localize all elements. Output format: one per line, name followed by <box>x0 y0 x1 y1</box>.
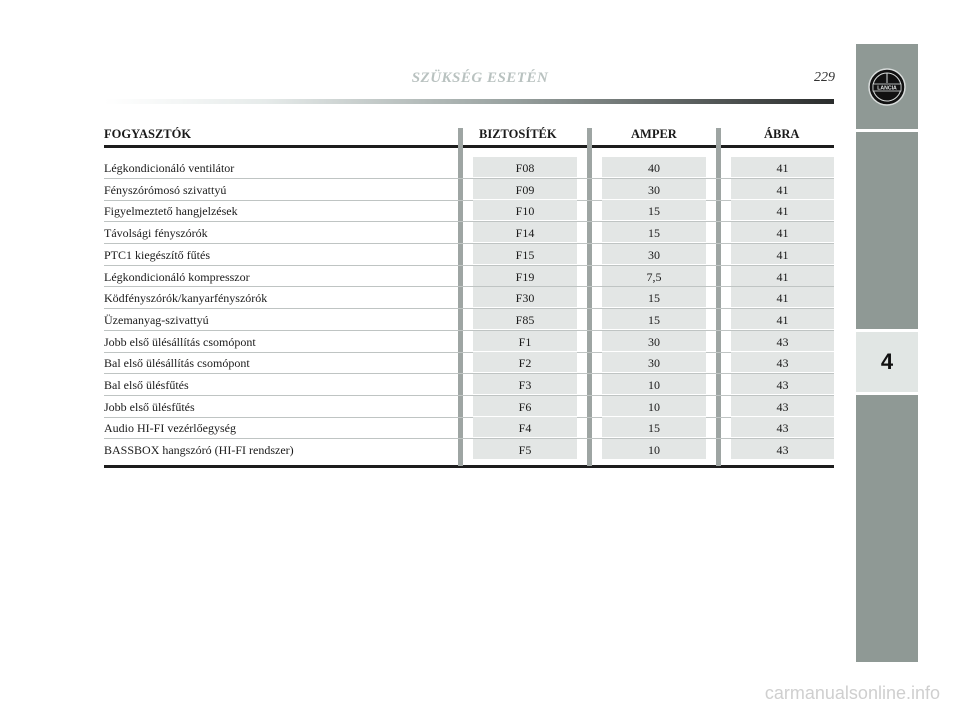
figure-cell: 41 <box>776 161 789 175</box>
figure-cell: 41 <box>776 204 789 219</box>
lancia-logo-icon <box>867 67 907 107</box>
fuse-cell: F3 <box>518 378 532 392</box>
consumer-cell: Légkondicionáló ventilátor <box>104 161 235 175</box>
consumer-cell: Ködfényszórók/kanyarfényszórók <box>104 291 268 306</box>
fuse-cell: F4 <box>518 421 532 436</box>
amper-cell: 10 <box>648 399 660 414</box>
amper-cell: 40 <box>648 161 660 175</box>
fuse-cell: F19 <box>515 269 535 284</box>
amper-cell: 30 <box>648 182 660 197</box>
consumer-cell: Figyelmeztető hangjelzések <box>104 204 238 219</box>
page-number: 229 <box>814 70 835 85</box>
logo-text: LANCIA <box>877 85 897 92</box>
amper-cell: 30 <box>648 334 660 349</box>
figure-cell: 43 <box>776 378 789 392</box>
figure-cell: 43 <box>776 443 789 458</box>
figure-cell: 43 <box>776 399 789 414</box>
figure-cell: 43 <box>776 356 789 371</box>
fuse-cell: F2 <box>518 356 532 371</box>
fuse-cell: F15 <box>515 247 535 262</box>
fuse-cell: F6 <box>518 399 532 414</box>
table-top-rule <box>104 145 834 148</box>
figure-cell: 43 <box>776 334 789 349</box>
figure-cell: 41 <box>776 182 789 197</box>
col-header-amper: AMPER <box>631 127 677 141</box>
figure-cell: 41 <box>776 247 789 262</box>
amper-cell: 30 <box>648 247 660 262</box>
figure-cell: 41 <box>776 291 789 306</box>
amper-cell: 15 <box>648 291 660 306</box>
page-header-title: SZÜKSÉG ESETÉN <box>411 70 549 86</box>
consumer-cell: Jobb első ülésállítás csomópont <box>104 334 256 349</box>
consumer-cell: Távolsági fényszórók <box>104 226 208 241</box>
amper-cell: 15 <box>648 204 660 219</box>
amper-cell: 7,5 <box>646 269 662 284</box>
chapter-tab[interactable]: 4 <box>856 332 918 392</box>
consumer-cell: Bal első ülésállítás csomópont <box>104 356 250 371</box>
consumer-cell: BASSBOX hangszóró (HI-FI rendszer) <box>104 443 294 458</box>
col-header-figure: ÁBRA <box>764 127 800 141</box>
col-header-consumers: FOGYASZTÓK <box>104 127 192 141</box>
consumer-cell: Jobb első ülésfűtés <box>104 399 195 414</box>
header-rule <box>104 99 834 104</box>
amper-cell: 15 <box>648 312 660 327</box>
watermark: carmanualsonline.info <box>764 683 940 703</box>
figure-cell: 41 <box>776 312 789 327</box>
amper-cell: 10 <box>648 378 660 392</box>
consumer-cell: Fényszórómosó szivattyú <box>104 182 227 197</box>
consumer-cell: PTC1 kiegészítő fűtés <box>104 247 210 262</box>
consumer-cell: Bal első ülésfűtés <box>104 378 189 392</box>
figure-cell: 41 <box>776 269 789 284</box>
fuse-cell: F5 <box>518 443 532 458</box>
brand-logo-panel <box>856 44 918 129</box>
fuse-cell: F10 <box>515 204 535 219</box>
amper-cell: 15 <box>648 226 660 241</box>
fuse-cell: F85 <box>515 312 535 327</box>
fuse-cell: F14 <box>515 226 535 241</box>
figure-cell: 41 <box>776 226 789 241</box>
consumer-cell: Üzemanyag-szivattyú <box>104 312 209 327</box>
fuse-cell: F09 <box>515 182 535 197</box>
consumer-cell: Audio HI-FI vezérlőegység <box>104 421 236 436</box>
figure-cell: 43 <box>776 421 789 436</box>
amper-cell: 15 <box>648 421 660 436</box>
consumer-cell: Légkondicionáló kompresszor <box>104 269 250 284</box>
amper-cell: 30 <box>648 356 660 371</box>
table-bottom-rule <box>104 465 834 468</box>
fuse-cell: F08 <box>515 161 535 175</box>
amper-cell: 10 <box>648 443 660 458</box>
col-header-fuse: BIZTOSÍTÉK <box>479 127 557 141</box>
fuse-cell: F30 <box>515 291 535 306</box>
fuse-cell: F1 <box>518 334 532 349</box>
